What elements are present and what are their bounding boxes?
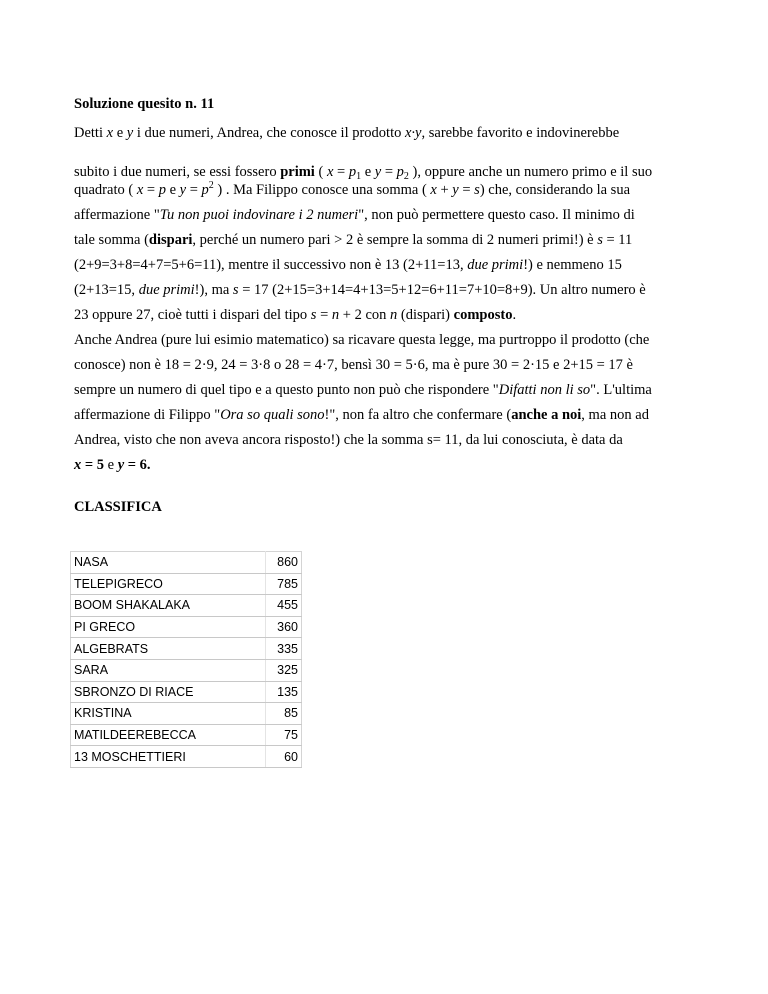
table-row: [71, 638, 302, 660]
team-score: 85: [266, 703, 302, 725]
solution-line: conosce) non è 18 = 2·9, 24 = 3·8 o 28 = 4·7, bensì 30 = 5·6, ma è pure 30 = 2·15 e 2+15 = 17 è: [74, 357, 633, 373]
team-name: MATILDEEREBECCA: [71, 724, 266, 746]
table-row: [71, 616, 302, 638]
ranking-table: [70, 551, 302, 768]
table-row: [71, 724, 302, 746]
table-row: [71, 552, 302, 574]
solution-line: x = 5 e y = 6.: [74, 457, 151, 473]
solution-title: Soluzione quesito n. 11: [74, 96, 215, 112]
table-row: [71, 681, 302, 703]
solution-line: Detti x e y i due numeri, Andrea, che conosce il prodotto x·y, sarebbe favorito e indovinerebbe: [74, 125, 620, 141]
solution-line: tale somma (dispari, perché un numero pari > 2 è sempre la somma di 2 numeri primi!) è s = 11: [74, 232, 633, 248]
team-name: NASA: [71, 552, 266, 574]
solution-line: sempre un numero di quel tipo e a questo punto non può che rispondere "Difatti non li so". L'ultima: [74, 382, 652, 398]
table-row: [71, 595, 302, 617]
team-name: KRISTINA: [71, 703, 266, 725]
table-row: [71, 659, 302, 681]
team-score: 785: [266, 573, 302, 595]
team-score: 60: [266, 746, 302, 768]
ranking-title: CLASSIFICA: [74, 499, 162, 515]
team-name: TELEPIGRECO: [71, 573, 266, 595]
team-score: 335: [266, 638, 302, 660]
solution-line: 23 oppure 27, cioè tutti i dispari del tipo s = n + 2 con n (dispari) composto.: [74, 307, 517, 323]
solution-line: affermazione di Filippo "Ora so quali sono!", non fa altro che confermare (anche a noi, ma non ad: [74, 407, 649, 423]
solution-line: Andrea, visto che non aveva ancora risposto!) che la somma s= 11, da lui conosciuta, è data da: [74, 432, 623, 448]
team-score: 325: [266, 659, 302, 681]
team-score: 135: [266, 681, 302, 703]
team-name: SBRONZO DI RIACE: [71, 681, 266, 703]
team-score: 360: [266, 616, 302, 638]
team-score: 75: [266, 724, 302, 746]
team-name: BOOM SHAKALAKA: [71, 595, 266, 617]
team-name: 13 MOSCHETTIERI: [71, 746, 266, 768]
solution-line: subito i due numeri, se essi fossero primi ( $x = p_1$ e $y = p_2$ ), oppure anche un numero primo e il suo: [74, 164, 653, 182]
solution-line: (2+9=3+8=4+7=5+6=11), mentre il successivo non è 13 (2+11=13, due primi!) e nemmeno 15: [74, 257, 622, 273]
team-name: ALGEBRATS: [71, 638, 266, 660]
team-name: SARA: [71, 659, 266, 681]
team-score: 455: [266, 595, 302, 617]
solution-line: Anche Andrea (pure lui esimio matematico) sa ricavare questa legge, ma purtroppo il prodotto (che: [74, 332, 650, 348]
solution-line: quadrato ( x = p e $y = p^2$ ) . Ma Filippo conosce una somma ( x + y = s) che, considerando la sua: [74, 180, 631, 198]
table-row: [71, 573, 302, 595]
table-row: [71, 703, 302, 725]
solution-line: affermazione "Tu non puoi indovinare i 2 numeri", non può permettere questo caso. Il minimo di: [74, 207, 635, 223]
solution-line: (2+13=15, due primi!), ma s = 17 (2+15=3+14=4+13=5+12=6+11=7+10=8+9). Un altro numero è: [74, 282, 646, 298]
table-row: [71, 746, 302, 768]
team-score: 860: [266, 552, 302, 574]
team-name: PI GRECO: [71, 616, 266, 638]
